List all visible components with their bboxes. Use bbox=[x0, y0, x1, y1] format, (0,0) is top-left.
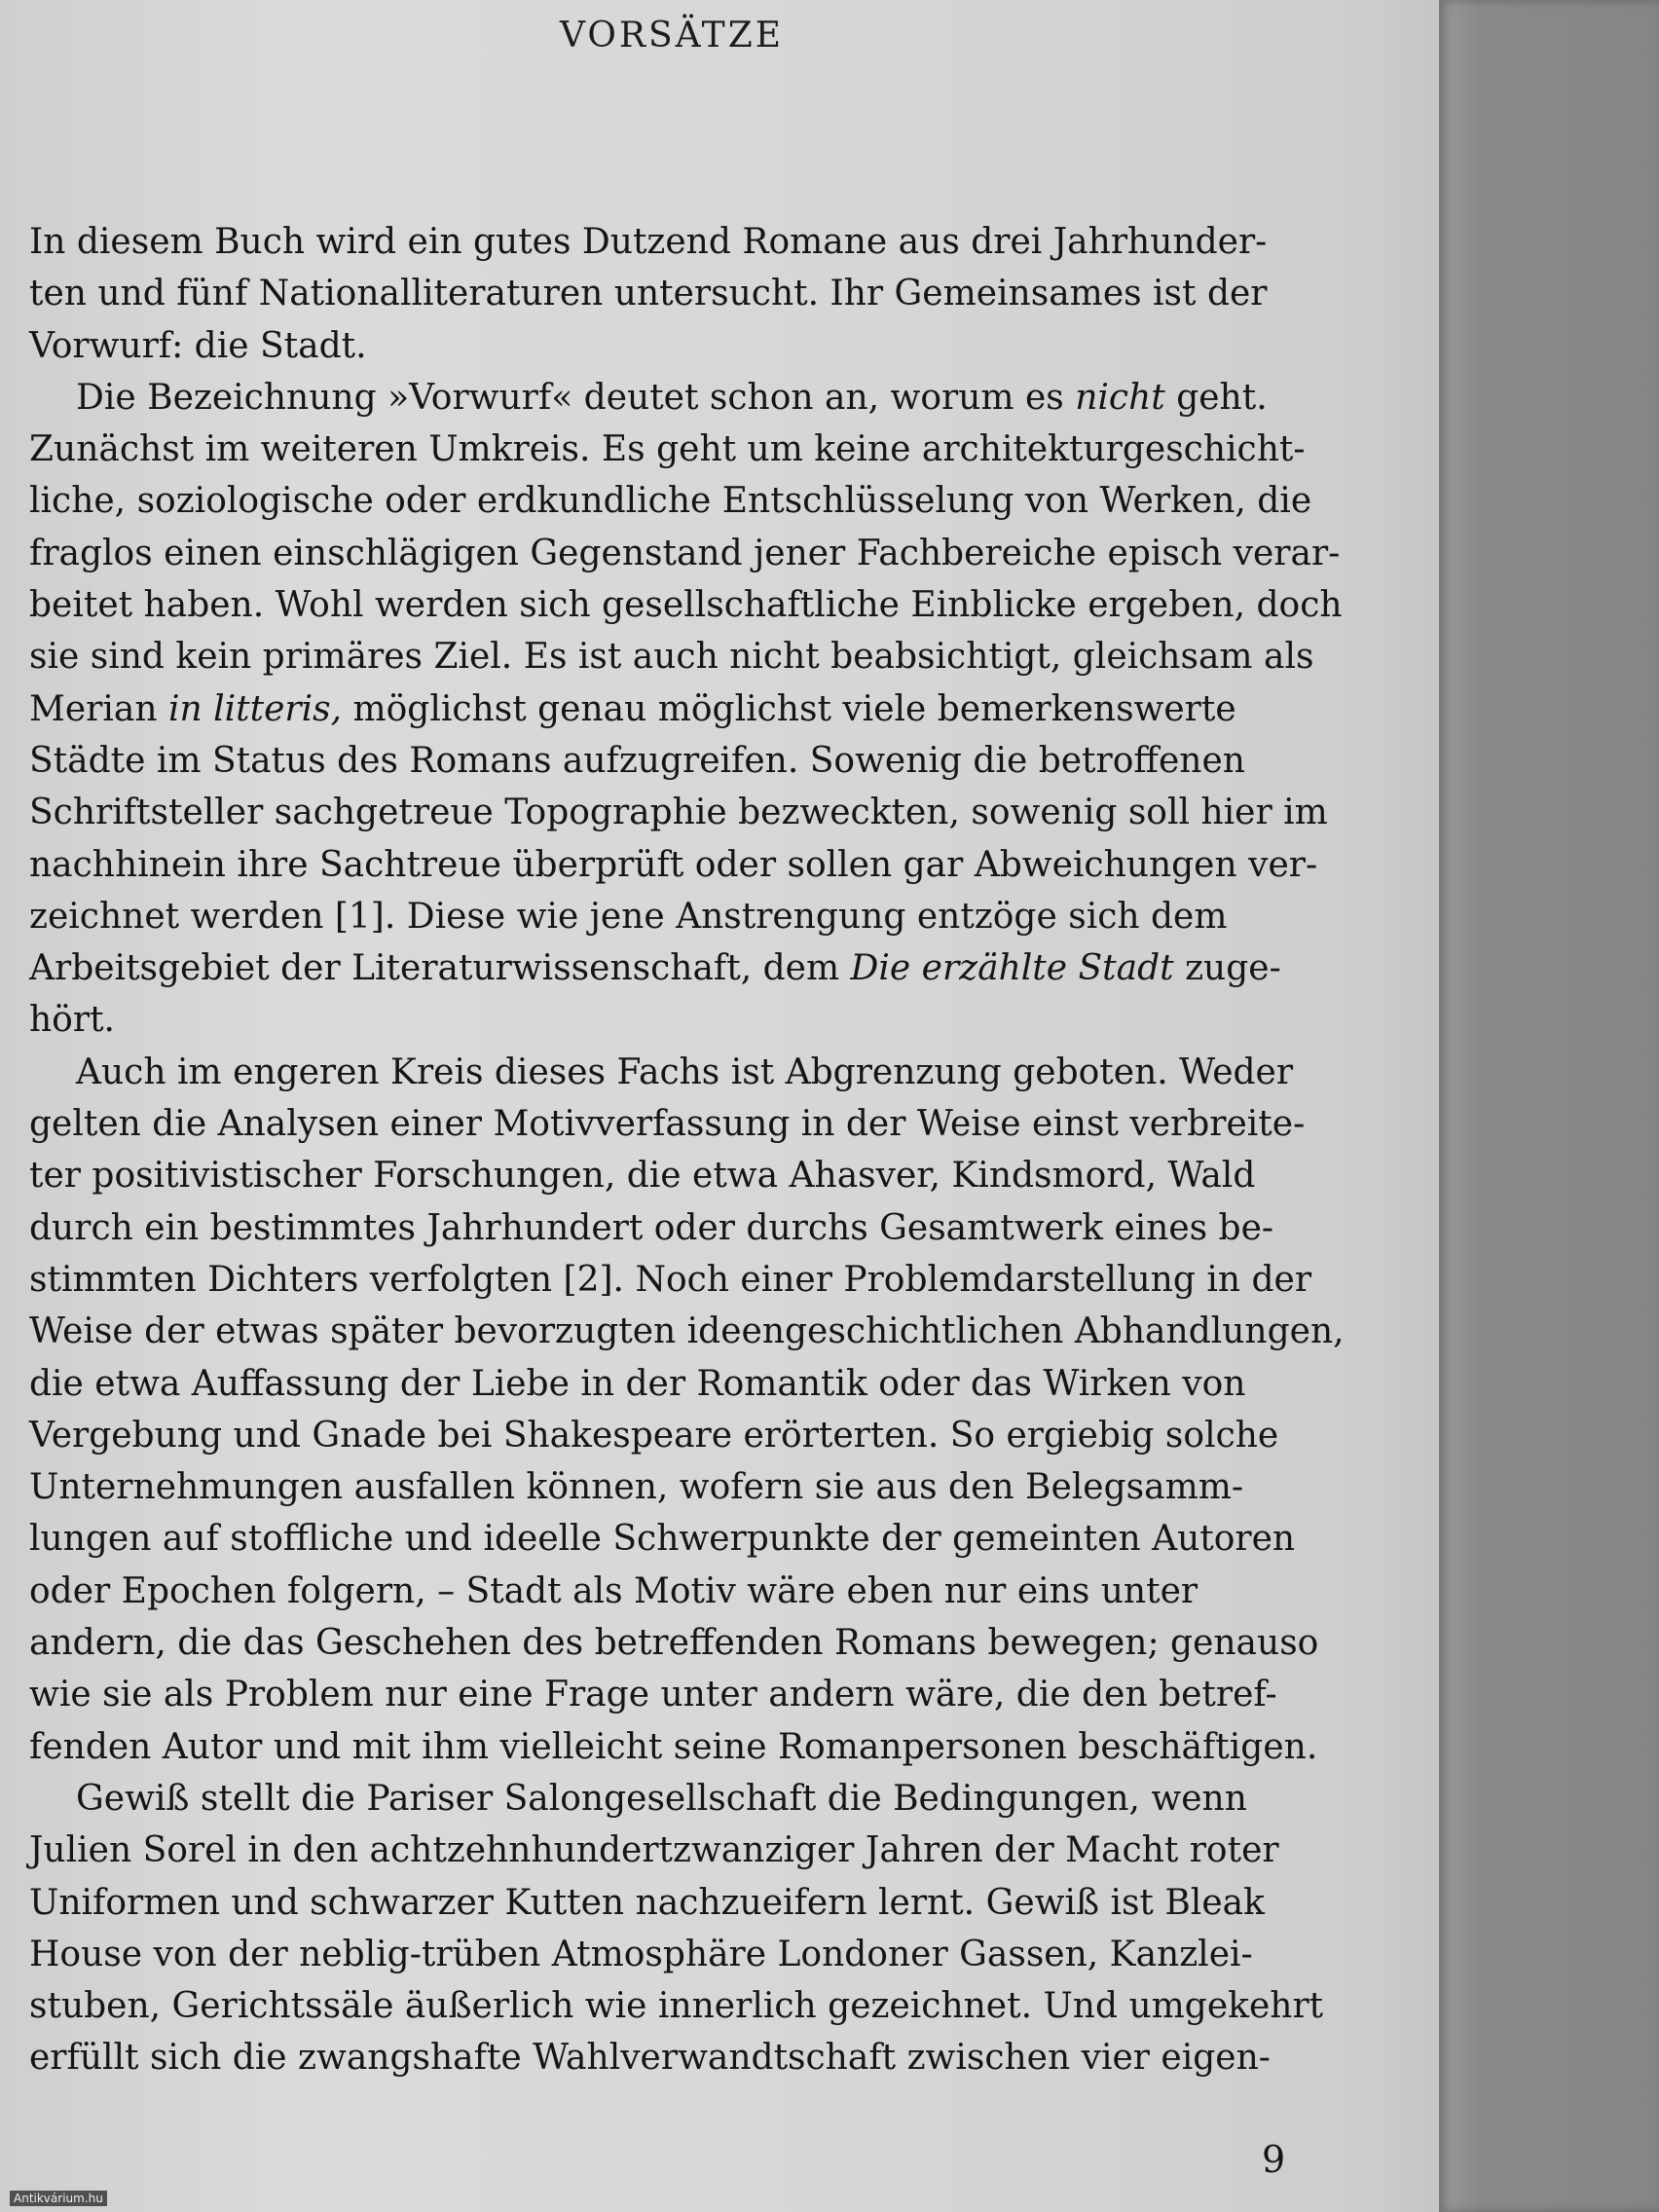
text-line: Gewiß stellt die Pariser Salongesellschaft die Bedingungen, wenn bbox=[76, 1778, 1247, 1819]
text-line: House von der neblig-trüben Atmosphäre Londoner Gassen, Kanzlei- bbox=[29, 1934, 1253, 1974]
text-line: Schriftsteller sachgetreue Topographie bezweckten, sowenig soll hier im bbox=[29, 793, 1328, 833]
emphasis: in litteris, bbox=[167, 688, 343, 729]
text-line: ten und fünf Nationalliteraturen untersucht. Ihr Gemeinsames ist der bbox=[29, 274, 1268, 314]
text-line: erfüllt sich die zwangshafte Wahlverwandtschaft zwischen vier eigen- bbox=[29, 2038, 1271, 2079]
emphasis: Die erzählte Stadt bbox=[850, 948, 1174, 989]
body-text bbox=[29, 216, 1345, 2084]
text-line: stimmten Dichters verfolgten [2]. Noch einer Problemdarstellung in der bbox=[29, 1259, 1312, 1300]
text-line: Städte im Status des Romans aufzugreifen. Sowenig die betroffenen bbox=[29, 740, 1245, 781]
text-line: nachhinein ihre Sachtreue überprüft oder sollen gar Abweichungen ver- bbox=[29, 844, 1318, 885]
text-line: Merian in litteris, möglichst genau möglichst viele bemerkenswerte bbox=[29, 688, 1236, 729]
text-line: wie sie als Problem nur eine Frage unter andern wäre, die den betref- bbox=[29, 1675, 1277, 1715]
text-line: Unternehmungen ausfallen können, wofern sie aus den Belegsamm- bbox=[29, 1467, 1244, 1508]
text-line: gelten die Analysen einer Motivverfassung in der Weise einst verbreite- bbox=[29, 1104, 1306, 1145]
text-line: liche, soziologische oder erdkundliche Entschlüsselung von Werken, die bbox=[29, 481, 1312, 522]
text-line: Die Bezeichnung »Vorwurf« deutet schon an, worum es nicht geht. bbox=[76, 377, 1268, 418]
text-line: fraglos einen einschlägigen Gegenstand jener Fachbereiche episch verar- bbox=[29, 533, 1341, 573]
text-line: fenden Autor und mit ihm vielleicht seine Romanpersonen beschäftigen. bbox=[29, 1726, 1318, 1767]
text-line: zeichnet werden [1]. Diese wie jene Anstrengung entzöge sich dem bbox=[29, 896, 1228, 937]
text-line: sie sind kein primäres Ziel. Es ist auch nicht beabsichtigt, gleichsam als bbox=[29, 637, 1314, 678]
text-line: lungen auf stoffliche und ideelle Schwerpunkte der gemeinten Autoren bbox=[29, 1519, 1296, 1560]
text-line: In diesem Buch wird ein gutes Dutzend Romane aus drei Jahrhunder- bbox=[29, 222, 1268, 262]
page-number: 9 bbox=[1262, 2138, 1286, 2181]
text-line: ter positivistischer Forschungen, die etwa Ahasver, Kindsmord, Wald bbox=[29, 1156, 1256, 1197]
text-line: Arbeitsgebiet der Literaturwissenschaft, dem Die erzählte Stadt zuge- bbox=[29, 948, 1281, 989]
text-line: beitet haben. Wohl werden sich gesellschaftliche Einblicke ergeben, doch bbox=[29, 585, 1343, 626]
text-line: Vergebung und Gnade bei Shakespeare erörterten. So ergiebig solche bbox=[29, 1415, 1279, 1456]
text-line: die etwa Auffassung der Liebe in der Romantik oder das Wirken von bbox=[29, 1363, 1246, 1404]
chapter-heading: VORSÄTZE bbox=[560, 16, 784, 55]
text-line: hört. bbox=[29, 1000, 115, 1041]
text-line: oder Epochen folgern, – Stadt als Motiv wäre eben nur eins unter bbox=[29, 1570, 1198, 1611]
text-line: stuben, Gerichtssäle äußerlich wie innerlich gezeichnet. Und umgekehrt bbox=[29, 1986, 1324, 2027]
page-binding-shadow bbox=[1439, 0, 1659, 2212]
text-line: andern, die das Geschehen des betreffenden Romans bewegen; genauso bbox=[29, 1623, 1319, 1664]
text-line: Vorwurf: die Stadt. bbox=[29, 325, 367, 366]
text-line: durch ein bestimmtes Jahrhundert oder durchs Gesamtwerk eines be- bbox=[29, 1207, 1274, 1248]
text-line: Zunächst im weiteren Umkreis. Es geht um keine architekturgeschicht- bbox=[29, 429, 1306, 470]
text-line: Weise der etwas später bevorzugten ideengeschichtlichen Abhandlungen, bbox=[29, 1311, 1345, 1352]
text-line: Auch im engeren Kreis dieses Fachs ist Abgrenzung geboten. Weder bbox=[76, 1051, 1294, 1092]
watermark: Antikvárium.hu bbox=[10, 2191, 107, 2206]
text-line: Uniformen und schwarzer Kutten nachzueifern lernt. Gewiß ist Bleak bbox=[29, 1882, 1265, 1923]
text-line: Julien Sorel in den achtzehnhundertzwanziger Jahren der Macht roter bbox=[29, 1830, 1279, 1871]
emphasis: nicht bbox=[1075, 377, 1165, 418]
